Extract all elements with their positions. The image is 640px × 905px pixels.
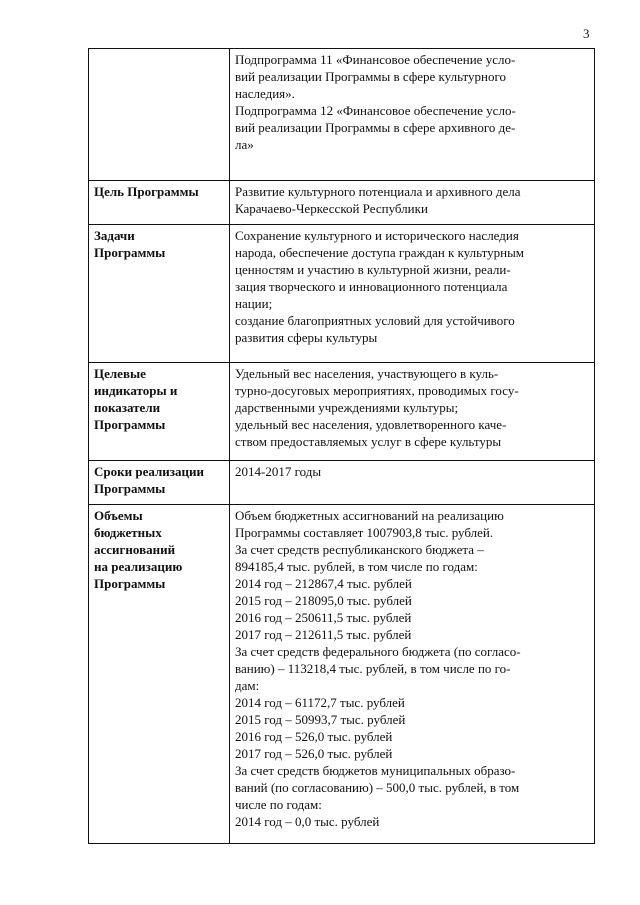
row-label-cell bbox=[89, 49, 230, 181]
row-label-line: Программы bbox=[94, 481, 166, 496]
row-label-cell bbox=[89, 461, 230, 505]
table-row bbox=[89, 461, 595, 505]
row-content-line: наследия». bbox=[235, 86, 295, 101]
row-label-line: показатели bbox=[94, 400, 161, 415]
row-content-line: Сохранение культурного и исторического наследия bbox=[235, 228, 519, 243]
row-content-line: Подпрограмма 12 «Финансовое обеспечение усло- bbox=[235, 103, 516, 118]
row-label-cell bbox=[89, 505, 230, 844]
row-content-line: ла» bbox=[235, 137, 254, 152]
row-content-line: Карачаево-Черкесской Республики bbox=[235, 201, 428, 216]
row-content-line: удельный вес населения, удовлетворенного каче- bbox=[235, 417, 507, 432]
row-content-line: ценностям и участию в культурной жизни, реали- bbox=[235, 262, 511, 277]
row-content-line: развития сферы культуры bbox=[235, 330, 378, 345]
row-content-line: зация творческого и инновационного потенциала bbox=[235, 279, 508, 294]
row-content-line: ванию) – 113218,4 тыс. рублей, в том числе по го- bbox=[235, 661, 511, 676]
row-content-line: 2016 год – 526,0 тыс. рублей bbox=[235, 729, 393, 744]
page-number: 3 bbox=[583, 26, 590, 41]
row-label-cell bbox=[89, 363, 230, 461]
row-content-line: нации; bbox=[235, 296, 273, 311]
row-content-line: 2014-2017 годы bbox=[235, 464, 322, 479]
row-content-line: Развитие культурного потенциала и архивного дела bbox=[235, 184, 521, 199]
row-content-cell bbox=[230, 363, 595, 461]
row-label-line: Объемы bbox=[94, 508, 143, 523]
row-label-line: Программы bbox=[94, 576, 166, 591]
row-content-line: 894185,4 тыс. рублей, в том числе по годам: bbox=[235, 559, 478, 574]
row-content-line: дарственными учреждениями культуры; bbox=[235, 400, 459, 415]
row-content-line: создание благоприятных условий для устойчивого bbox=[235, 313, 515, 328]
table-row bbox=[89, 181, 595, 225]
row-label-line: Цель Программы bbox=[94, 184, 199, 199]
row-content-line: числе по годам: bbox=[235, 797, 322, 812]
row-content-line: 2015 год – 50993,7 тыс. рублей bbox=[235, 712, 406, 727]
row-label-cell bbox=[89, 181, 230, 225]
row-label-line: Программы bbox=[94, 417, 166, 432]
row-content-cell bbox=[230, 49, 595, 181]
row-label-cell bbox=[89, 225, 230, 363]
row-label-line: Задачи bbox=[94, 228, 135, 243]
row-label-line: Программы bbox=[94, 245, 166, 260]
row-content-line: 2014 год – 212867,4 тыс. рублей bbox=[235, 576, 412, 591]
row-content-line: За счет средств бюджетов муниципальных образо- bbox=[235, 763, 516, 778]
row-content-line: Удельный вес населения, участвующего в куль- bbox=[235, 366, 499, 381]
row-content-line: ством предоставляемых услуг в сфере культуры bbox=[235, 434, 502, 449]
row-content-line: ваний (по согласованию) – 500,0 тыс. рублей, в том bbox=[235, 780, 520, 795]
row-content-line: Объем бюджетных ассигнований на реализацию bbox=[235, 508, 504, 523]
row-content-line: Программы составляет 1007903,8 тыс. рублей. bbox=[235, 525, 494, 540]
row-label-line: ассигнований bbox=[94, 542, 176, 557]
table-body bbox=[89, 49, 595, 844]
row-content-line: 2017 год – 212611,5 тыс. рублей bbox=[235, 627, 412, 642]
row-content-line: За счет средств республиканского бюджета – bbox=[235, 542, 484, 557]
row-content-line: дам: bbox=[235, 678, 260, 693]
row-label-line: на реализацию bbox=[94, 559, 183, 574]
row-content-cell bbox=[230, 181, 595, 225]
table-row bbox=[89, 363, 595, 461]
row-content-line: 2015 год – 218095,0 тыс. рублей bbox=[235, 593, 412, 608]
row-content-line: За счет средств федерального бюджета (по согласо- bbox=[235, 644, 521, 659]
row-content-line: турно-досуговых мероприятиях, проводимых госу- bbox=[235, 383, 519, 398]
row-content-line: 2017 год – 526,0 тыс. рублей bbox=[235, 746, 393, 761]
row-content-cell bbox=[230, 505, 595, 844]
table-row bbox=[89, 505, 595, 844]
row-label-line: Сроки реализации bbox=[94, 464, 204, 479]
row-content-line: вий реализации Программы в сфере культурного bbox=[235, 69, 507, 84]
row-content-line: 2014 год – 61172,7 тыс. рублей bbox=[235, 695, 405, 710]
row-content-line: народа, обеспечение доступа граждан к культурным bbox=[235, 245, 525, 260]
row-content-line: вий реализации Программы в сфере архивного де- bbox=[235, 120, 516, 135]
row-label-line: индикаторы и bbox=[94, 383, 178, 398]
row-content-cell bbox=[230, 461, 595, 505]
table-row bbox=[89, 225, 595, 363]
row-label-line: Целевые bbox=[94, 366, 146, 381]
table-row bbox=[89, 49, 595, 181]
program-passport-table bbox=[88, 48, 595, 844]
row-label-line: бюджетных bbox=[94, 525, 162, 540]
row-content-line: Подпрограмма 11 «Финансовое обеспечение усло- bbox=[235, 52, 516, 67]
row-content-line: 2014 год – 0,0 тыс. рублей bbox=[235, 814, 380, 829]
row-content-cell bbox=[230, 225, 595, 363]
row-content-line: 2016 год – 250611,5 тыс. рублей bbox=[235, 610, 412, 625]
